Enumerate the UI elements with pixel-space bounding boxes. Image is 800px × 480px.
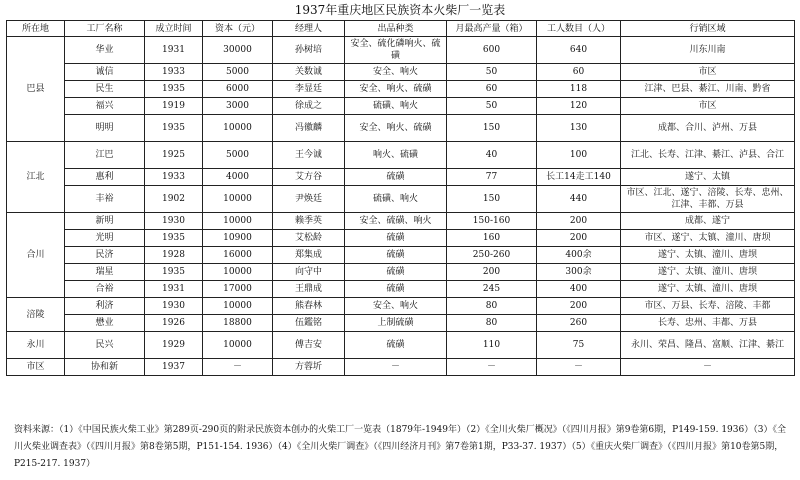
table-cell: 16000 — [203, 247, 273, 264]
table-row — [7, 115, 795, 142]
table-cell: 安全、硫磺、响火 — [345, 213, 447, 230]
region-cell: 江北 — [7, 142, 65, 213]
table-cell: 尹焕廷 — [273, 186, 345, 213]
table-cell: 响火、硫磺 — [345, 142, 447, 169]
table-cell: 华业 — [65, 37, 145, 64]
table-cell: 1925 — [145, 142, 203, 169]
table-cell: 市区、遂宁、太镇、潼川、唐坝 — [621, 230, 795, 247]
region-cell: 市区 — [7, 359, 65, 376]
table-cell: 130 — [537, 115, 621, 142]
table-cell: 400 — [537, 281, 621, 298]
region-cell: 永川 — [7, 332, 65, 359]
table-cell: 遂宁、太镇、潼川、唐坝 — [621, 264, 795, 281]
table-cell: 民生 — [65, 81, 145, 98]
table-row — [7, 186, 795, 213]
table-cell: 4000 — [203, 169, 273, 186]
table-row — [7, 230, 795, 247]
table-cell: 1929 — [145, 332, 203, 359]
table-cell: 150 — [447, 186, 537, 213]
table-cell: 200 — [447, 264, 537, 281]
table-cell: 3000 — [203, 98, 273, 115]
region-cell: 涪陵 — [7, 298, 65, 332]
table-cell: 硫磺 — [345, 230, 447, 247]
table-row — [7, 64, 795, 81]
table-cell: 10000 — [203, 186, 273, 213]
table-cell: 1937 — [145, 359, 203, 376]
table-cell: 冯徽麟 — [273, 115, 345, 142]
column-header: 成立时间 — [145, 21, 203, 37]
table-cell: 遂宁、太镇 — [621, 169, 795, 186]
region-cell: 合川 — [7, 213, 65, 298]
table-cell: 400余 — [537, 247, 621, 264]
table-cell: 10000 — [203, 115, 273, 142]
table-cell: 硫磺、响火 — [345, 186, 447, 213]
table-cell: 安全、响火 — [345, 298, 447, 315]
table-cell: 60 — [447, 81, 537, 98]
table-cell: 关数诚 — [273, 64, 345, 81]
table-row — [7, 213, 795, 230]
table-row — [7, 169, 795, 186]
table-cell: 150 — [447, 115, 537, 142]
table-title: 1937年重庆地区民族资本火柴厂一览表 — [294, 3, 506, 17]
table-cell: 1926 — [145, 315, 203, 332]
table-cell: 1919 — [145, 98, 203, 115]
table-cell: 利济 — [65, 298, 145, 315]
table-cell: 上制硫磺 — [345, 315, 447, 332]
table-cell: 福兴 — [65, 98, 145, 115]
table-cell: 江津、巴县、綦江、川南、黔省 — [621, 81, 795, 98]
table-cell: 120 — [537, 98, 621, 115]
table-cell: 郑集成 — [273, 247, 345, 264]
table-cell: － — [447, 359, 537, 376]
table-cell: 市区 — [621, 64, 795, 81]
table-cell: － — [621, 359, 795, 376]
table-cell: 18800 — [203, 315, 273, 332]
table-cell: 市区、万县、长寿、涪陵、丰都 — [621, 298, 795, 315]
table-cell: 30000 — [203, 37, 273, 64]
table-cell: 遂宁、太镇、潼川、唐坝 — [621, 247, 795, 264]
table-cell: － — [203, 359, 273, 376]
table-row — [7, 142, 795, 169]
table-cell: 民济 — [65, 247, 145, 264]
table-cell: 方蓉圻 — [273, 359, 345, 376]
table-cell: 1928 — [145, 247, 203, 264]
table-cell: 1935 — [145, 264, 203, 281]
table-cell: 245 — [447, 281, 537, 298]
table-cell: 1931 — [145, 281, 203, 298]
table-cell: 10900 — [203, 230, 273, 247]
table-cell: 640 — [537, 37, 621, 64]
table-cell: 江北、长寿、江津、綦江、泸县、合江 — [621, 142, 795, 169]
table-cell: 光明 — [65, 230, 145, 247]
table-cell: 安全、响火、硫磺 — [345, 81, 447, 98]
match-factory-table — [6, 20, 795, 376]
table-cell: 1930 — [145, 213, 203, 230]
table-cell: 市区、江北、遂宁、涪陵、长寿、忠州、江津、丰都、万县 — [621, 186, 795, 213]
table-cell: 明明 — [65, 115, 145, 142]
table-row — [7, 98, 795, 115]
table-cell: 长工14走工140 — [537, 169, 621, 186]
table-cell: 王鼎成 — [273, 281, 345, 298]
table-cell: 75 — [537, 332, 621, 359]
table-cell: 260 — [537, 315, 621, 332]
table-row — [7, 332, 795, 359]
table-cell: 安全、响火 — [345, 64, 447, 81]
table-row — [7, 359, 795, 376]
table-cell: 200 — [537, 213, 621, 230]
table-cell: 50 — [447, 64, 537, 81]
column-header: 资本（元） — [203, 21, 273, 37]
table-cell: 150-160 — [447, 213, 537, 230]
table-cell: 硫磺 — [345, 281, 447, 298]
table-cell: 江巴 — [65, 142, 145, 169]
table-cell: 王今诚 — [273, 142, 345, 169]
table-cell: － — [537, 359, 621, 376]
table-row — [7, 298, 795, 315]
table-cell: 孙树培 — [273, 37, 345, 64]
table-cell: 懋业 — [65, 315, 145, 332]
table-cell: 440 — [537, 186, 621, 213]
table-cell: 10000 — [203, 332, 273, 359]
table-cell: 60 — [537, 64, 621, 81]
table-cell: 200 — [537, 298, 621, 315]
table-cell: 1930 — [145, 298, 203, 315]
table-cell: 10000 — [203, 213, 273, 230]
table-row — [7, 264, 795, 281]
table-cell: 硫磺 — [345, 247, 447, 264]
table-cell: 硫磺 — [345, 264, 447, 281]
table-cell: 傅吉安 — [273, 332, 345, 359]
table-cell: 瑞星 — [65, 264, 145, 281]
table-cell: － — [345, 359, 447, 376]
table-cell: 1933 — [145, 64, 203, 81]
table-cell: 永川、荣昌、隆昌、富顺、江津、綦江 — [621, 332, 795, 359]
column-header: 所在地 — [7, 21, 65, 37]
table-row — [7, 281, 795, 298]
table-cell: 200 — [537, 230, 621, 247]
table-cell: 250-260 — [447, 247, 537, 264]
source-note: 资料来源：（1）《中国民族火柴工业》第289页-290页的附录民族资本创办的火柴工厂一览表（1879年-1949年）（2）《全川火柴厂概况》（《四川月报》第9卷第6期，P149-159. 1936）（3）《全川火柴业调查表》（《四川月报》第8卷第5期，P151-154. 1936）（4）《全川火柴厂调查》（《四川经济月刊》第7卷第1期，P33-37. 1937）（5）《重庆火柴厂调查》（《四川月报》第10卷第5期，P215-217. 1937） — [14, 425, 786, 469]
table-cell: 40 — [447, 142, 537, 169]
table-cell: 市区 — [621, 98, 795, 115]
table-cell: 协和新 — [65, 359, 145, 376]
table-row — [7, 37, 795, 64]
column-header: 工人数目（人） — [537, 21, 621, 37]
table-cell: 10000 — [203, 298, 273, 315]
table-cell: 遂宁、太镇、潼川、唐坝 — [621, 281, 795, 298]
table-cell: 伍鑑铭 — [273, 315, 345, 332]
column-header: 工厂名称 — [65, 21, 145, 37]
table-cell: 向守中 — [273, 264, 345, 281]
table-cell: 硫磺 — [345, 169, 447, 186]
table-cell: 5000 — [203, 142, 273, 169]
table-cell: 赖季英 — [273, 213, 345, 230]
table-row — [7, 247, 795, 264]
table-row — [7, 315, 795, 332]
table-cell: 300余 — [537, 264, 621, 281]
column-header: 月最高产量（箱） — [447, 21, 537, 37]
table-cell: 艾松龄 — [273, 230, 345, 247]
table-cell: 10000 — [203, 264, 273, 281]
table-cell: 1933 — [145, 169, 203, 186]
table-cell: 新明 — [65, 213, 145, 230]
region-cell: 巴县 — [7, 37, 65, 142]
table-cell: 硫磺、响火 — [345, 98, 447, 115]
table-cell: 77 — [447, 169, 537, 186]
table-cell: 成都、合川、泸州、万县 — [621, 115, 795, 142]
table-cell: 1935 — [145, 115, 203, 142]
table-cell: 川东川南 — [621, 37, 795, 64]
table-cell: 80 — [447, 298, 537, 315]
table-cell: 1935 — [145, 81, 203, 98]
column-header: 出品种类 — [345, 21, 447, 37]
table-cell: 硫磺 — [345, 332, 447, 359]
table-cell: 17000 — [203, 281, 273, 298]
table-cell: 6000 — [203, 81, 273, 98]
table-cell: 110 — [447, 332, 537, 359]
column-header: 行销区域 — [621, 21, 795, 37]
table-cell: 5000 — [203, 64, 273, 81]
table-cell: 合裕 — [65, 281, 145, 298]
table-cell: 160 — [447, 230, 537, 247]
table-cell: 熊春林 — [273, 298, 345, 315]
table-cell: 民兴 — [65, 332, 145, 359]
table-cell: 成都、遂宁 — [621, 213, 795, 230]
table-cell: 长寿、忠州、丰都、万县 — [621, 315, 795, 332]
table-cell: 丰裕 — [65, 186, 145, 213]
header-row — [7, 21, 795, 37]
table-cell: 1931 — [145, 37, 203, 64]
table-cell: 100 — [537, 142, 621, 169]
table-cell: 1935 — [145, 230, 203, 247]
table-cell: 600 — [447, 37, 537, 64]
table-cell: 诚信 — [65, 64, 145, 81]
table-cell: 安全、响火、硫磺 — [345, 115, 447, 142]
table-cell: 80 — [447, 315, 537, 332]
table-cell: 惠利 — [65, 169, 145, 186]
table-cell: 李显廷 — [273, 81, 345, 98]
table-cell: 艾方谷 — [273, 169, 345, 186]
table-cell: 徐成之 — [273, 98, 345, 115]
table-cell: 1902 — [145, 186, 203, 213]
table-cell: 安全、硫化磷响火、硫磺 — [345, 37, 447, 64]
table-cell: 118 — [537, 81, 621, 98]
column-header: 经理人 — [273, 21, 345, 37]
table-cell: 50 — [447, 98, 537, 115]
table-row — [7, 81, 795, 98]
